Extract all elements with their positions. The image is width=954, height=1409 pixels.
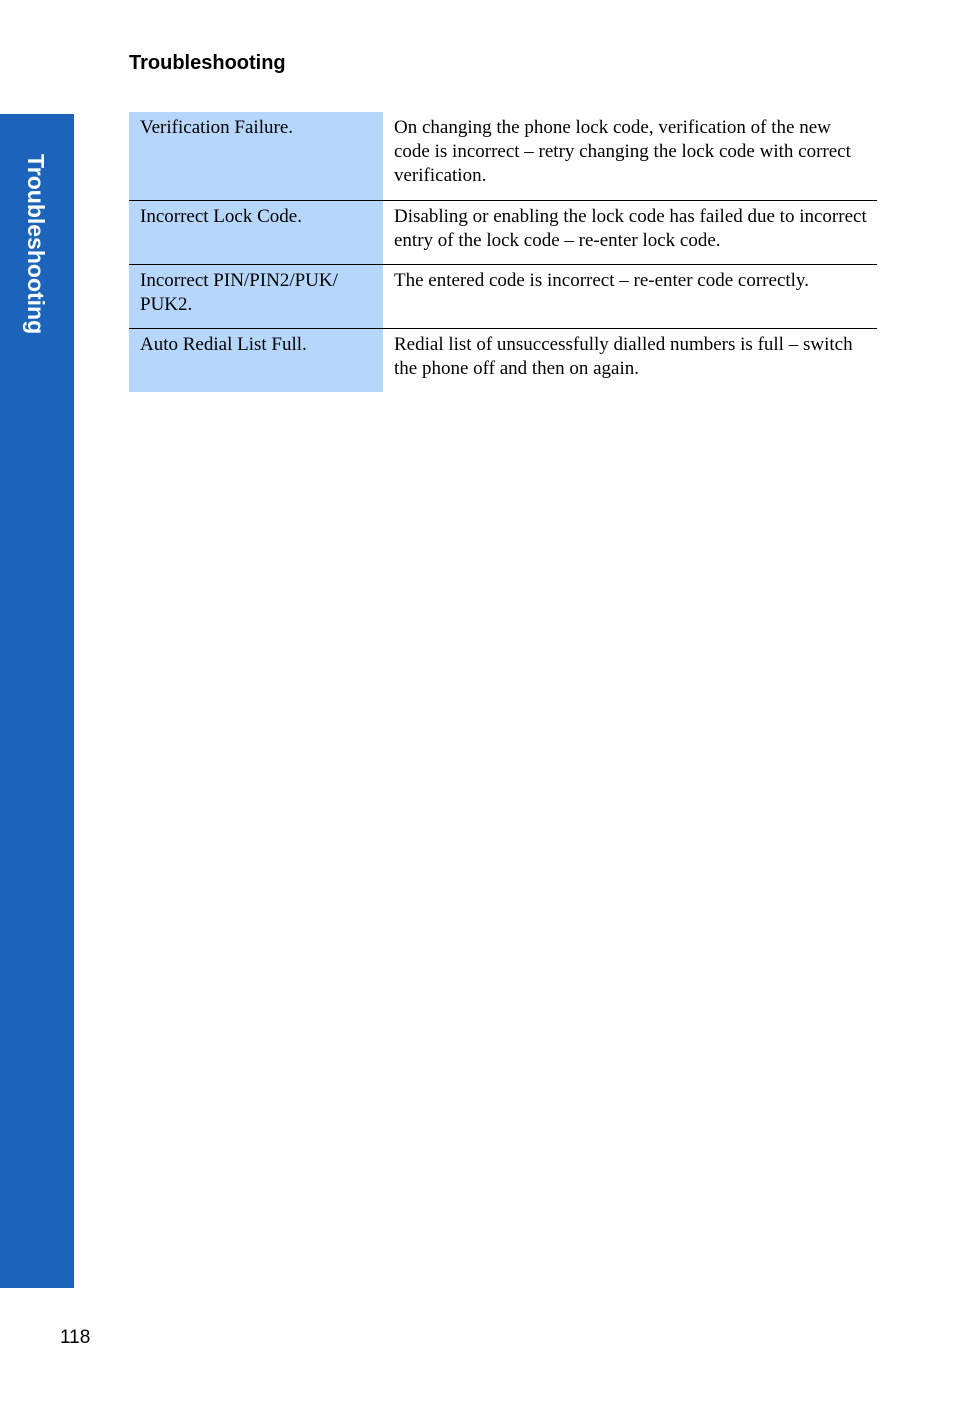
table-row bbox=[129, 112, 877, 200]
error-description-cell: The entered code is incorrect – re-enter code correctly. bbox=[383, 264, 877, 328]
table-row bbox=[129, 200, 877, 264]
page-header-title: Troubleshooting bbox=[129, 52, 286, 74]
troubleshooting-table bbox=[129, 112, 877, 392]
error-message-cell: Incorrect PIN/PIN2/PUK/ PUK2. bbox=[129, 264, 383, 328]
table-row bbox=[129, 264, 877, 328]
error-message-cell: Incorrect Lock Code. bbox=[129, 200, 383, 264]
table-row bbox=[129, 328, 877, 392]
error-description-cell: On changing the phone lock code, verification of the new code is incorrect – retry changing the lock code with correct verification. bbox=[394, 117, 851, 186]
error-message-cell: Auto Redial List Full. bbox=[129, 328, 383, 392]
error-description-cell: Disabling or enabling the lock code has failed due to incorrect entry of the lock code – re-enter lock code. bbox=[383, 200, 877, 264]
page-number: 118 bbox=[60, 1327, 91, 1348]
side-chapter-tab-label: Troubleshooting bbox=[23, 154, 49, 335]
error-message-cell: Verification Failure. bbox=[129, 112, 383, 200]
error-description-cell: Redial list of unsuccessfully dialled numbers is full – switch the phone off and then on again. bbox=[383, 328, 877, 392]
